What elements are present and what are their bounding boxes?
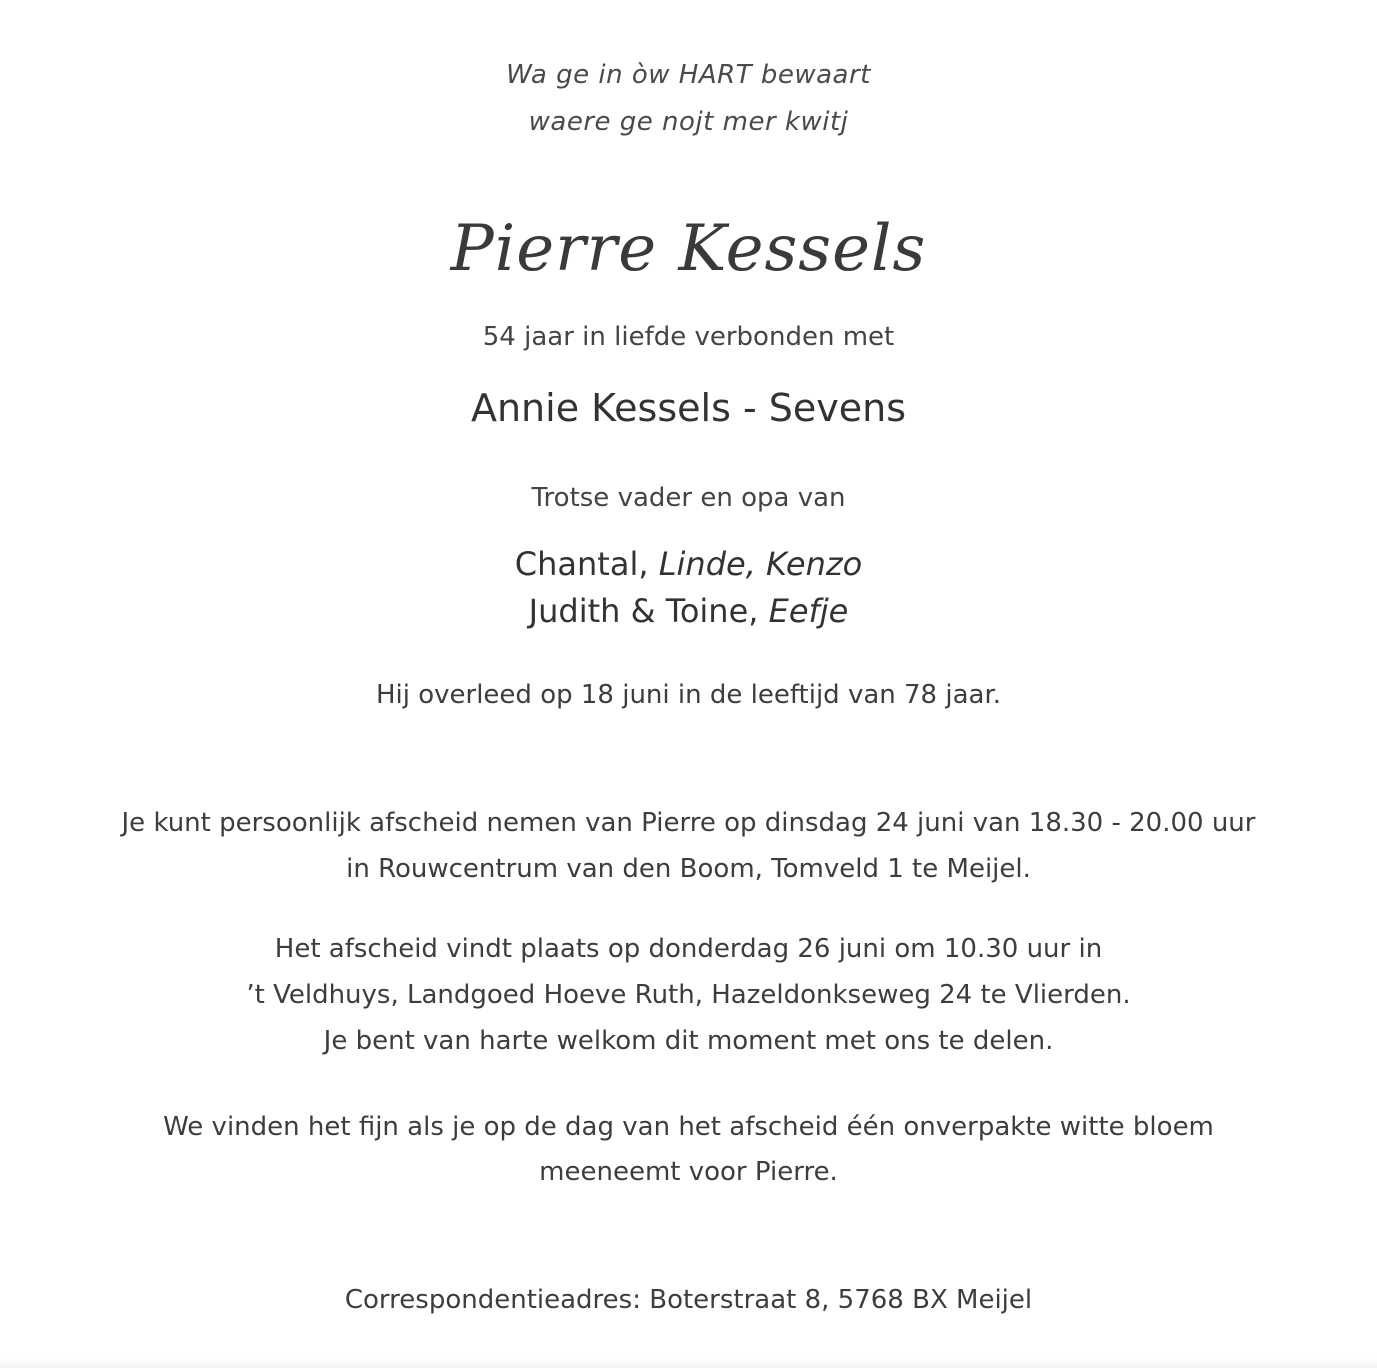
farewell-line-2: ’t Veldhuys, Landgoed Hoeve Ruth, Hazeldonkseweg 24 te Vlierden.	[246, 980, 1131, 1010]
death-notice: Hij overleed op 18 juni in de leeftijd van 78 jaar.	[375, 680, 1002, 710]
child-name: Chantal,	[514, 545, 649, 583]
correspondence-address: Correspondentieadres: Boterstraat 8, 5768 BX Meijel	[344, 1285, 1033, 1315]
family-intro: Trotse vader en opa van	[531, 483, 846, 513]
page-bottom-edge	[0, 1358, 1377, 1368]
farewell-line-3: Je bent van harte welkom dit moment met ons te delen.	[323, 1026, 1054, 1056]
deceased-name: Pierre Kessels	[450, 212, 927, 286]
union-text: 54 jaar in liefde verbonden met	[482, 322, 895, 352]
viewing-line-1: Je kunt persoonlijk afscheid nemen van Pierre op dinsdag 24 juni van 18.30 - 20.00 uur	[121, 808, 1256, 838]
grandchildren-names: Linde, Kenzo	[658, 545, 863, 583]
family-line-2	[0, 592, 1377, 630]
motto-line-1: Wa ge in òw HART bewaart	[506, 60, 871, 90]
farewell-line-1: Het afscheid vindt plaats op donderdag 26 juni om 10.30 uur in	[274, 934, 1103, 964]
flower-request-line-1: We vinden het fijn als je op de dag van het afscheid één onverpakte witte bloem	[163, 1112, 1214, 1142]
grandchildren-names: Eefje	[768, 592, 849, 630]
partner-name: Annie Kessels - Sevens	[470, 386, 907, 430]
viewing-line-2: in Rouwcentrum van den Boom, Tomveld 1 te Meijel.	[346, 854, 1031, 884]
motto-line-2: waere ge nojt mer kwitj	[528, 107, 849, 137]
child-name: Judith & Toine,	[528, 592, 759, 630]
family-line-1	[0, 545, 1377, 583]
flower-request-line-2: meeneemt voor Pierre.	[539, 1157, 838, 1187]
